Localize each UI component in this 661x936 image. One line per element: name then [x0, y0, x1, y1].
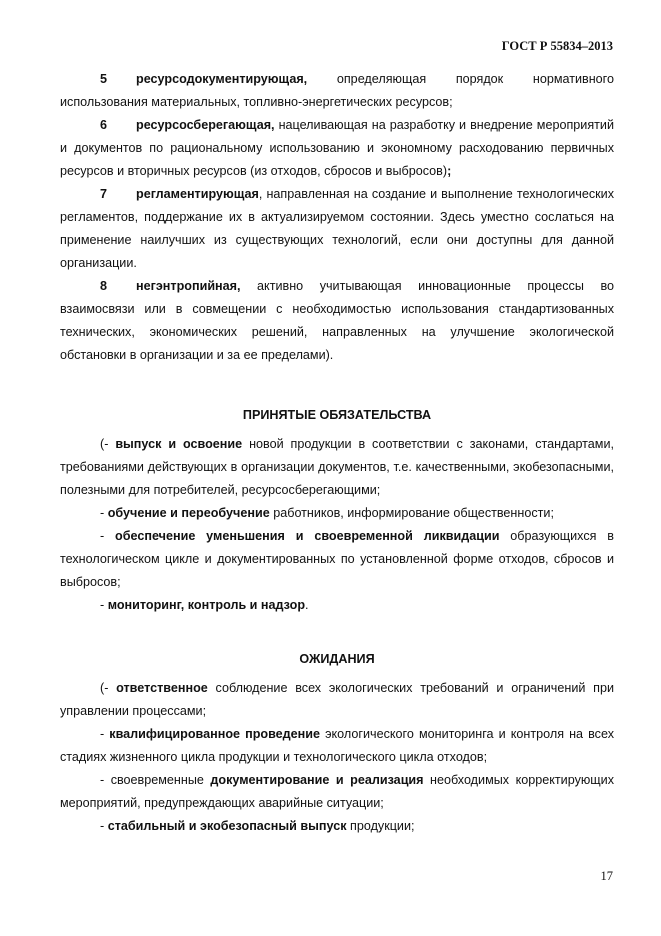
item-term: негэнтропийная,: [136, 279, 241, 293]
document-header: ГОСТ Р 55834–2013: [501, 39, 613, 53]
section-title-expectations: ОЖИДАНИЯ: [299, 652, 375, 666]
list-item: 5 ресурсодокументирующая, определяющая порядок нормативного использования материальных, топливно-энергетических ресурсов;: [60, 72, 614, 109]
item-term: ресурсодокументирующая,: [136, 72, 308, 86]
page-number: 17: [600, 869, 613, 883]
list-item: (- ответственное соблюдение всех экологических требований и ограничений при управлении процессами;: [60, 681, 614, 718]
list-item: 8 негэнтропийная, активно учитывающая инновационные процессы во взаимосвязи или в совмещении с необходимостью использования стандартизованных технических, экономических решений, направленных на улучшение экологической обстановки в организации и за ее пределами).: [60, 279, 614, 362]
list-item: - стабильный и экобезопасный выпуск продукции;: [100, 819, 415, 833]
item-term: ресурсосберегающая,: [136, 118, 275, 132]
spacer: [60, 367, 614, 390]
document-body: [60, 68, 614, 838]
item-term: регламентирующая: [136, 187, 259, 201]
list-item: - обеспечение уменьшения и своевременной ликвидации образующихся в технологическом цикле и документированных по установленной форме отходов, сбросов и выбросов;: [60, 529, 614, 589]
list-item: - квалифицированное проведение экологического мониторинга и контроля на всех стадиях жизненного цикла продукции и технологического цикла отходов;: [60, 727, 614, 764]
list-item: - обучение и переобучение работников, информирование общественности;: [100, 506, 554, 520]
list-item: (- выпуск и освоение новой продукции в соответствии с законами, стандартами, требованиями действующих в организации документов, т.е. качественными, экобезопасными, полезными для потребителей, ресурсосберегающими;: [60, 437, 614, 497]
list-item: - своевременные документирование и реализация необходимых корректирующих мероприятий, предупреждающих аварийные ситуации;: [60, 773, 614, 810]
section-title-commitments: ПРИНЯТЫЕ ОБЯЗАТЕЛЬСТВА: [242, 408, 432, 422]
list-item: 7 регламентирующая, направленная на создание и выполнение технологических регламентов, поддержание их в актуализируемом состоянии. Здесь уместно сослаться на применение наилучших из существующих технологий, если они доступны для данной организации.: [60, 187, 614, 270]
spacer: [60, 617, 614, 634]
list-item: - мониторинг, контроль и надзор.: [100, 598, 309, 612]
list-item: 6 ресурсосберегающая, нацеливающая на разработку и внедрение мероприятий и документов по рациональному использованию и экономному расходованию первичных ресурсов и вторичных ресурсов (из отходов, сбросов и выбросов);: [60, 118, 614, 178]
